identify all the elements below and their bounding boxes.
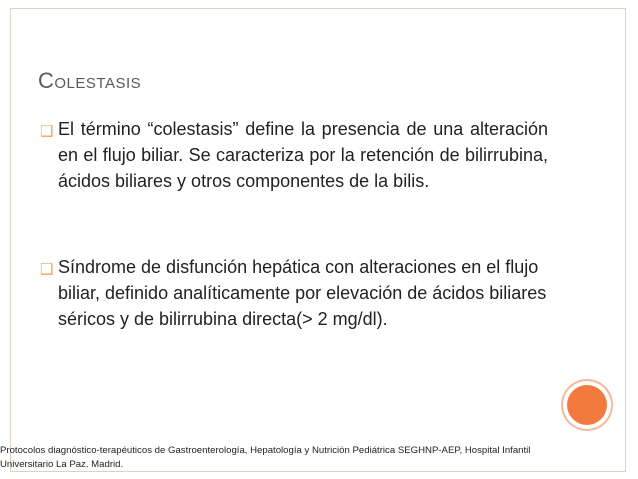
slide-title: Colestasis [38,68,142,93]
decorative-circle-icon [567,385,607,425]
footnote-citation: Protocolos diagnóstico-terapéuticos de Gastroenterología, Hepatología y Nutrición Pediátrica SEGHNP-AEP, Hospital Infantil Universitario La Paz. Madrid. [0,445,531,470]
bullet-item-2: Síndrome de disfunción hepática con alteraciones en el flujo biliar, definido analíticamente por elevación de ácidos biliares séricos y de bilirrubina directa(> 2 mg/dl). [58,257,547,329]
checkbox-bullet-icon: ❑ [40,260,54,278]
checkbox-bullet-icon: ❑ [40,122,54,140]
bullet-item-1: El término “colestasis” define la presencia de una alteración en el flujo biliar. Se caracteriza por la retención de bilirrubina, ácidos biliares y otros componentes de la bilis. [58,119,548,191]
